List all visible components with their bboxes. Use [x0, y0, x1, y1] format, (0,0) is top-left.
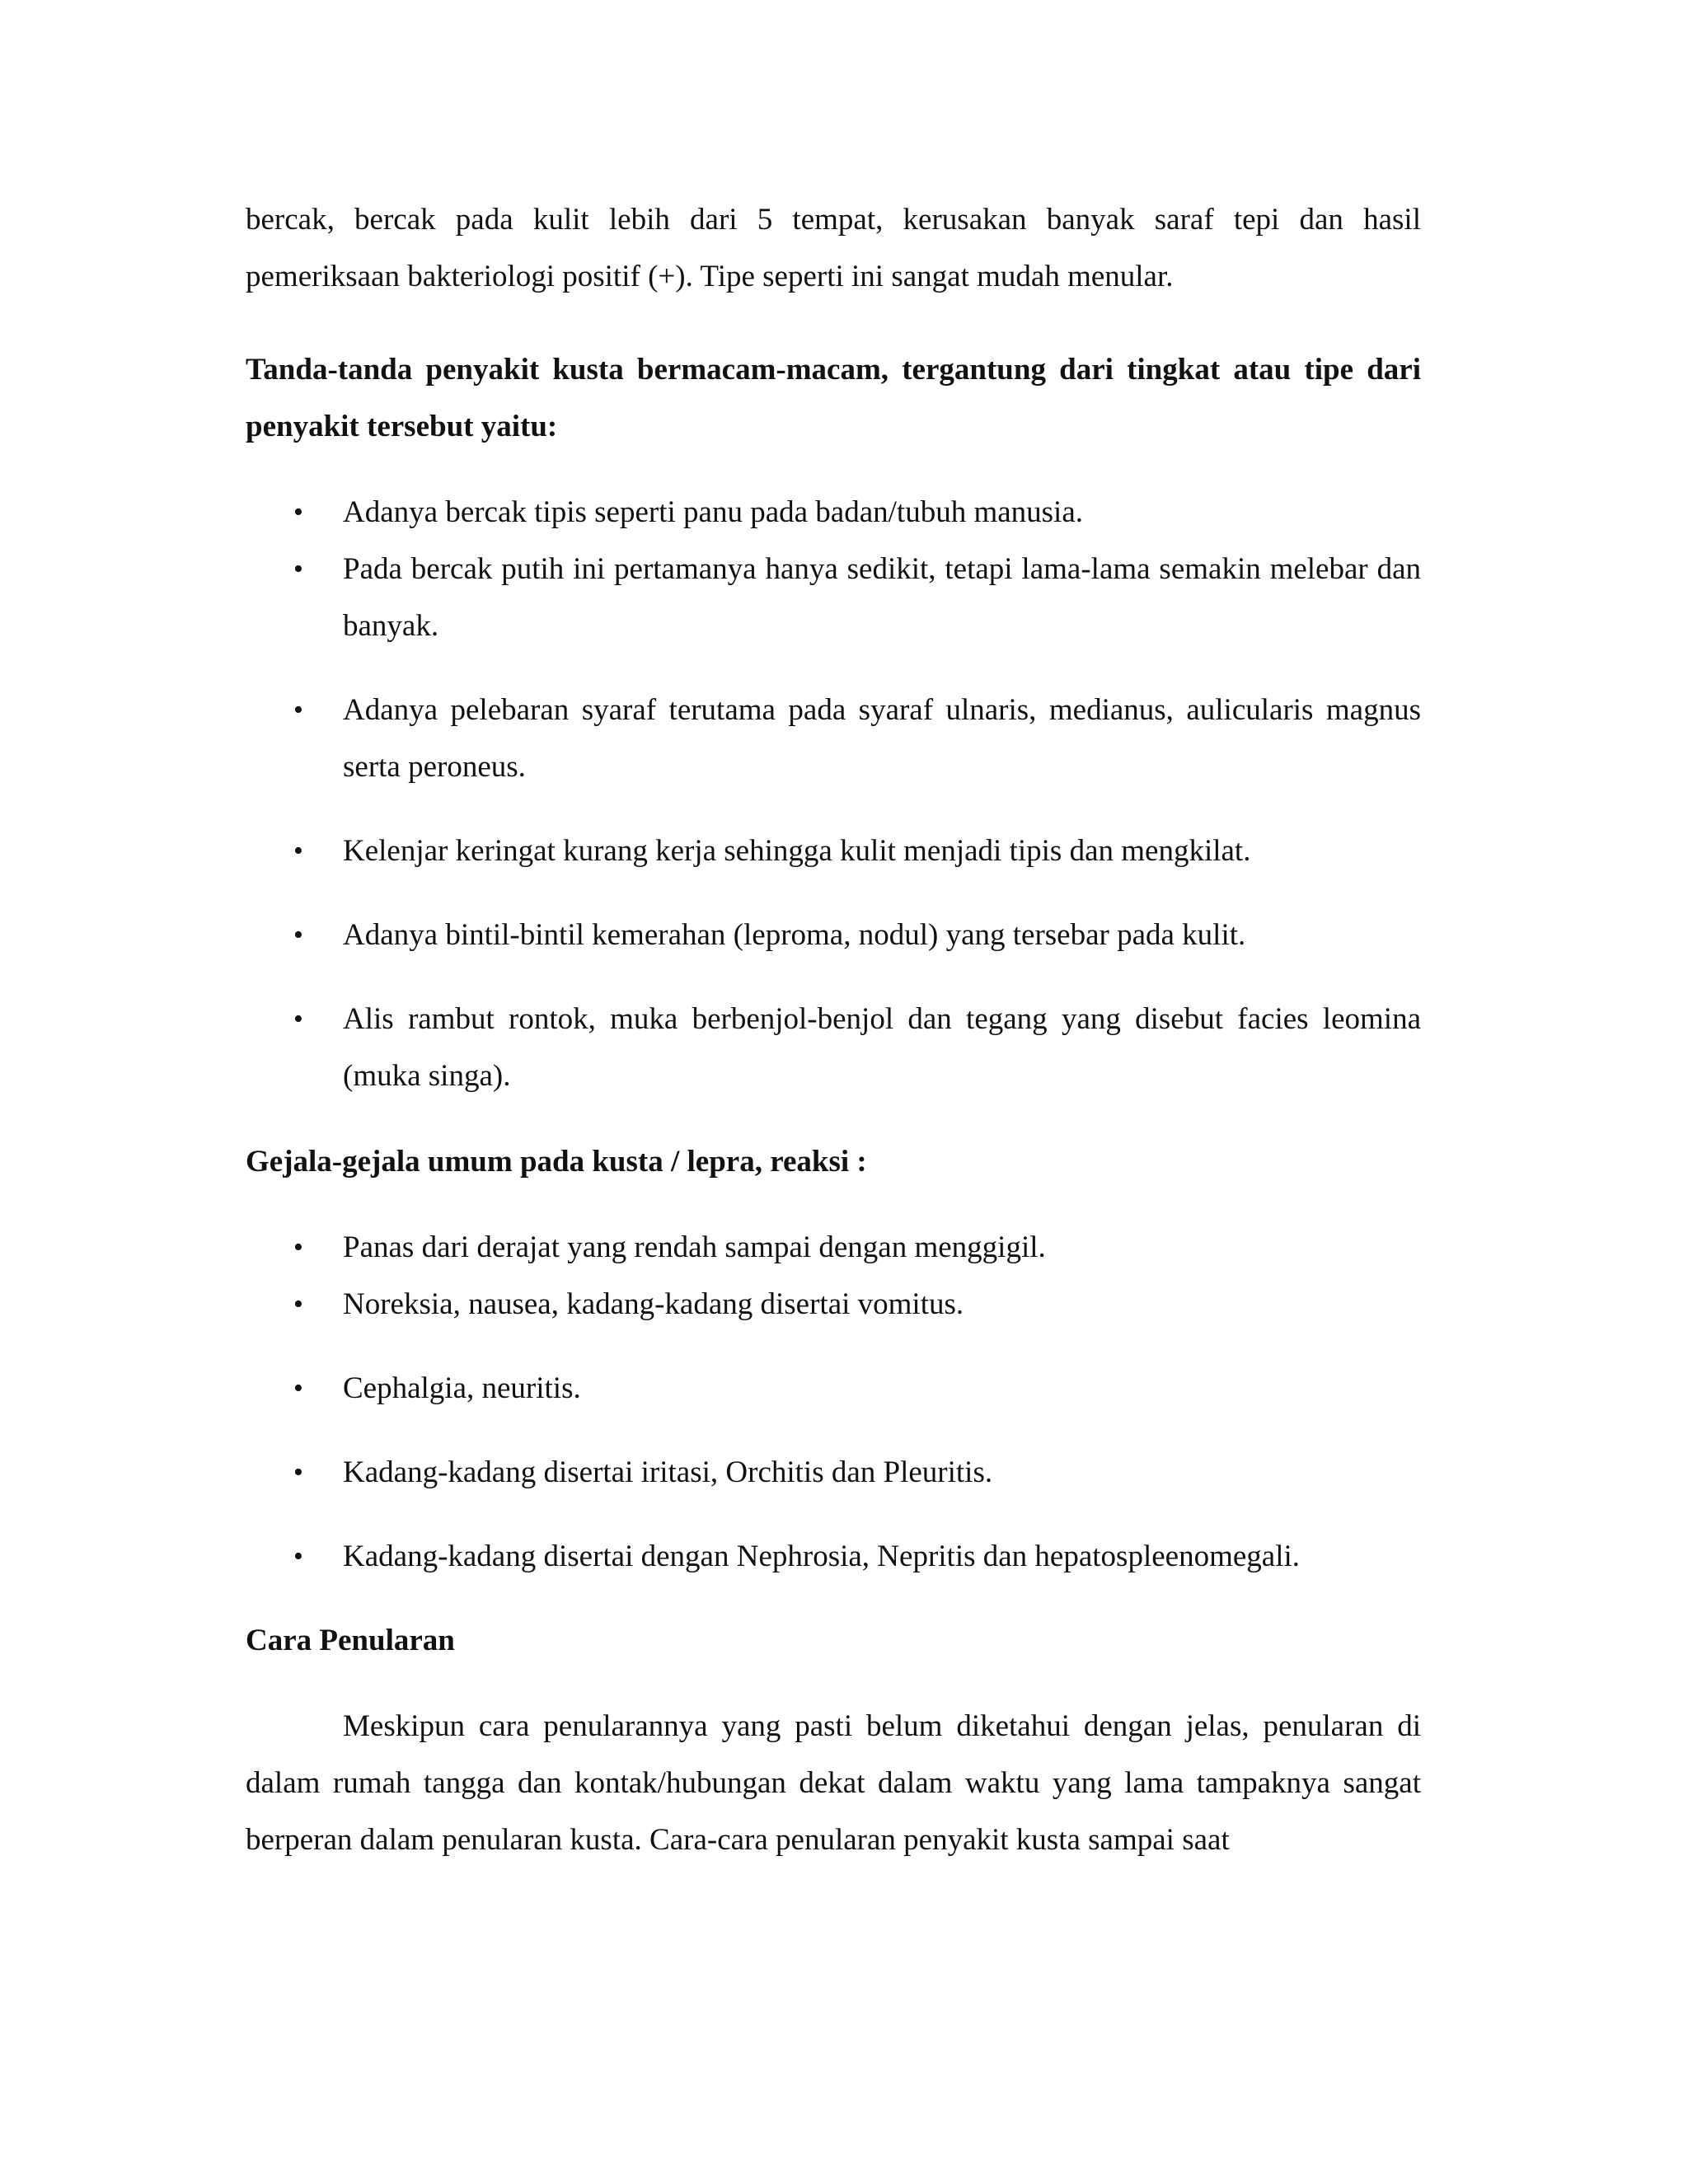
list-item	[246, 1360, 1421, 1417]
list-item	[246, 541, 1421, 654]
list-item	[246, 991, 1421, 1104]
bullet-icon: •	[293, 1373, 303, 1404]
list-item-text: Kadang-kadang disertai dengan Nephrosia, Nepritis dan hepatospleenomegali.	[343, 1540, 1301, 1573]
signs-heading: Tanda-tanda penyakit kusta bermacam-macam, tergantung dari tingkat atau tipe dari penyakit tersebut yaitu:	[246, 353, 1421, 443]
list-item-text: Pada bercak putih ini pertamanya hanya sedikit, tetapi lama-lama semakin melebar dan banyak.	[343, 552, 1421, 643]
symptoms-list	[246, 1219, 1421, 1585]
list-item	[246, 682, 1421, 795]
list-item-text: Noreksia, nausea, kadang-kadang disertai vomitus.	[343, 1287, 964, 1321]
bullet-icon: •	[293, 836, 303, 866]
list-item-text: Panas dari derajat yang rendah sampai dengan menggigil.	[343, 1230, 1046, 1264]
list-item-text: Adanya pelebaran syaraf terutama pada syaraf ulnaris, medianus, aulicularis magnus serta peroneus.	[343, 693, 1421, 784]
bullet-icon: •	[293, 554, 303, 584]
bullet-icon: •	[293, 920, 303, 950]
bullet-icon: •	[293, 1541, 303, 1572]
list-item-text: Adanya bintil-bintil kemerahan (leproma, nodul) yang tersebar pada kulit.	[343, 918, 1246, 952]
list-item-text: Kadang-kadang disertai iritasi, Orchitis dan Pleuritis.	[343, 1455, 993, 1489]
list-item-text: Cephalgia, neuritis.	[343, 1371, 581, 1405]
bullet-icon: •	[293, 1457, 303, 1488]
list-item	[246, 484, 1421, 541]
symptoms-heading: Gejala-gejala umum pada kusta / lepra, reaksi :	[246, 1145, 867, 1179]
list-item	[246, 1528, 1421, 1585]
list-item	[246, 1444, 1421, 1501]
list-item	[246, 823, 1421, 879]
bullet-icon: •	[293, 497, 303, 527]
list-item-text: Kelenjar keringat kurang kerja sehingga kulit menjadi tipis dan mengkilat.	[343, 834, 1251, 868]
list-item	[246, 1276, 1421, 1333]
bullet-icon: •	[293, 1232, 303, 1263]
transmission-paragraph: Meskipun cara penularannya yang pasti belum diketahui dengan jelas, penularan di dalam rumah tangga dan kontak/hubungan dekat dalam waktu yang lama tampaknya sangat berperan dalam penularan kusta. Cara-cara penularan penyakit kusta sampai saat	[246, 1709, 1421, 1857]
list-item	[246, 1219, 1421, 1276]
list-item-text: Alis rambut rontok, muka berbenjol-benjol dan tegang yang disebut facies leomina (muka singa).	[343, 1002, 1421, 1093]
bullet-icon: •	[293, 1289, 303, 1319]
intro-paragraph: bercak, bercak pada kulit lebih dari 5 tempat, kerusakan banyak saraf tepi dan hasil pemeriksaan bakteriologi positif (+). Tipe seperti ini sangat mudah menular.	[246, 203, 1421, 293]
bullet-icon: •	[293, 695, 303, 725]
list-item-text: Adanya bercak tipis seperti panu pada badan/tubuh manusia.	[343, 495, 1083, 529]
transmission-heading: Cara Penularan	[246, 1624, 455, 1657]
list-item	[246, 907, 1421, 963]
document-page	[246, 191, 1421, 1868]
bullet-icon: •	[293, 1004, 303, 1034]
signs-list	[246, 484, 1421, 1104]
